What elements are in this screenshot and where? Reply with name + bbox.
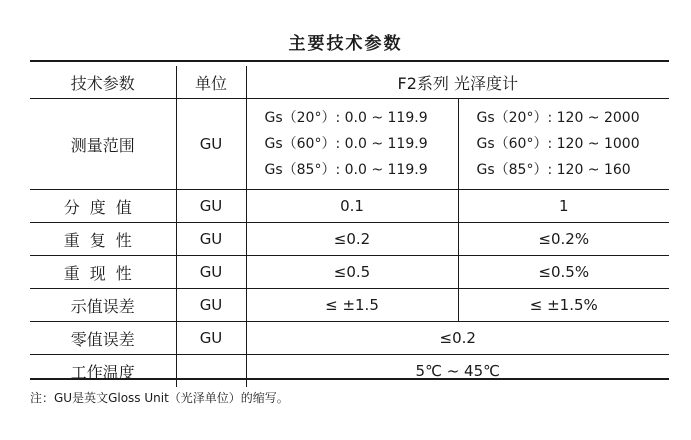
- resolution-unit: GU: [176, 190, 246, 223]
- footnote: 注：GU是英文Gloss Unit（光泽单位）的缩写。: [30, 391, 289, 405]
- resolution-label: 分度值: [30, 190, 176, 223]
- header-model: F2系列 光泽度计: [246, 66, 669, 99]
- header-unit: 单位: [176, 66, 246, 99]
- indication-error-high: ≤ ±1.5%: [458, 289, 669, 322]
- top-rule: [30, 60, 669, 62]
- table-row-zero-error: [30, 322, 669, 355]
- header-param: 技术参数: [30, 66, 176, 99]
- indication-error-low: ≤ ±1.5: [246, 289, 458, 322]
- resolution-high: 1: [458, 190, 669, 223]
- range-low-85: Gs（85°）: 0.0 ~ 119.9: [264, 162, 428, 178]
- spec-table: [30, 66, 669, 387]
- zero-error-unit: GU: [176, 322, 246, 355]
- indication-error-unit: GU: [176, 289, 246, 322]
- repeatability-unit: GU: [176, 223, 246, 256]
- repeatability-high: ≤0.2%: [458, 223, 669, 256]
- table-row-range: [30, 99, 669, 190]
- table-row-resolution: [30, 190, 669, 223]
- range-high-85: Gs（85°）: 120 ~ 160: [476, 162, 631, 178]
- table-row-reproducibility: [30, 256, 669, 289]
- range-high-60: Gs（60°）: 120 ~ 1000: [476, 136, 640, 152]
- range-high-cell: [458, 99, 669, 190]
- range-low-cell: [246, 99, 458, 190]
- table-header-row: [30, 66, 669, 99]
- reproducibility-high: ≤0.5%: [458, 256, 669, 289]
- zero-error-label: 零值误差: [30, 322, 176, 355]
- reproducibility-low: ≤0.5: [246, 256, 458, 289]
- repeatability-label: 重复性: [30, 223, 176, 256]
- range-low-60: Gs（60°）: 0.0 ~ 119.9: [264, 136, 428, 152]
- range-unit: GU: [176, 99, 246, 190]
- range-high-20: Gs（20°）: 120 ~ 2000: [476, 110, 640, 126]
- reproducibility-label: 重现性: [30, 256, 176, 289]
- temperature-unit: [176, 355, 246, 388]
- temperature-value: 5℃ ~ 45℃: [246, 355, 669, 388]
- indication-error-label: 示值误差: [30, 289, 176, 322]
- zero-error-value: ≤0.2: [246, 322, 669, 355]
- temperature-label: 工作温度: [30, 355, 176, 388]
- table-row-temperature: [30, 355, 669, 388]
- table-row-repeatability: [30, 223, 669, 256]
- resolution-low: 0.1: [246, 190, 458, 223]
- table-row-indication-error: [30, 289, 669, 322]
- reproducibility-unit: GU: [176, 256, 246, 289]
- repeatability-low: ≤0.2: [246, 223, 458, 256]
- document-title: 主要技术参数: [288, 34, 403, 54]
- range-label: 测量范围: [30, 99, 176, 190]
- range-low-20: Gs（20°）: 0.0 ~ 119.9: [264, 110, 428, 126]
